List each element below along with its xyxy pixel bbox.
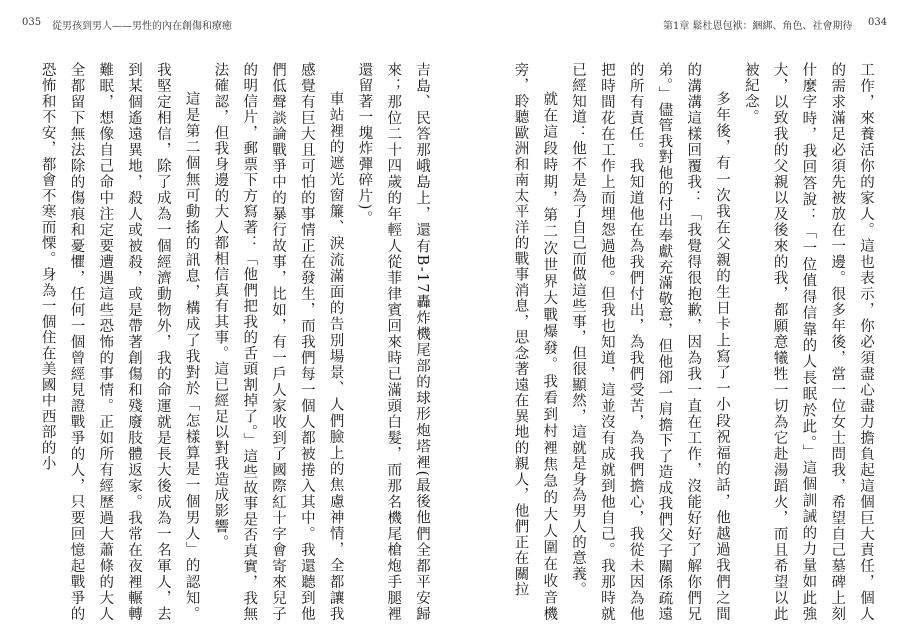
paragraph: 就在這段時期，第二次世界大戰爆發。我看到村裡焦急的大人圍在收音機旁，聆聽歐洲和南太平洋的戰事消息，思念著遠在異地的親人，他們正在關拉 bbox=[512, 62, 558, 622]
body-text bbox=[472, 62, 880, 622]
running-head: 第1章 鬆杜恩包袱：綑綁、角色、社會期待 bbox=[663, 21, 853, 32]
running-head: 從男孩到男人——男性的內在創傷和療癒 bbox=[52, 21, 232, 32]
paragraph: 吉島、民答那峨島上，還有B-17轟炸機尾部的球形炮塔裡(最後他們全都平安歸來；那位二十四歲的年輕人從菲律賓回來時已滿頭白髮，而那名機尾槍炮手腿裡還留著一塊炸彈碎片)。 bbox=[356, 62, 430, 622]
page-number: 035 bbox=[22, 17, 42, 28]
page-number: 034 bbox=[868, 17, 888, 28]
paragraph: 這是第二個無可動搖的訊息，構成了我對於「怎樣算是一個男人」的認知。我堅定相信，除了成為一個經濟動物外，我的命運就是長大後成為一名軍人，去到某個遙遠異地，殺人或被殺，或是帶著創傷和殘廢肢體返家。我常在夜裡輾轉難眠，想像自己命中注定要遭遇這些恐怖的事情。正如所有經歷過大蕭條的大人全都留下無法除的傷痕和憂懼，任何一個曾經見證戰爭的人，只要回憶起戰爭的恐怖和不安，都會不寒而慄。身為一個住在美國中西部的小 bbox=[39, 62, 200, 622]
body-text bbox=[26, 62, 436, 622]
paragraph: 工作，來養活你的家人。這也表示，你必須盡心盡力擔負起這個巨大責任，個人的需求滿足必須先被放在一邊。很多年後，當一位女士問我，希望自己墓碑上刻什麼字時，我回答說：「一位值得信靠的人長眠於此。」這個訓誡的力量如此強大，以致我的父親以及後來的我，都願意犧牲一切為它赴湯蹈火，而且希望以此被紀念。 bbox=[742, 62, 874, 622]
paragraph: 車站裡的遮光窗簾、淚流滿面的告別場景、人們臉上的焦慮神情，全都讓我感覺有巨大且可怕的事情正在發生，而我們每一個人都被捲入其中。我還聽到他們低聲談論戰爭中的暴行故事，比如，有一戶人家收到了國際紅十字會寄來兒子的明信片，郵票下方寫著：「他們把我的舌頭割掉了。」這些故事是否真實，我無法確認，但我身邊的大人都相信真有其事。這已經足以對我造成影響。 bbox=[212, 62, 344, 622]
paragraph: 多年後，有一次我在父親的生日卡上寫了一小段祝福的話，他越過我們之間的溝溝這樣回覆我：「我覺得很抱歉，因為我一直在工作，沒能好好了解你們兄弟。」儘管我對他的付出奉獻充滿敬意，但他卻一肩擔下了造成我們父子關係疏遠的所有責任。我知道他在為我們付出，為我們受苦，為我們擔心，我從未因為他把時間花在工作上而埋怨過他。但我也知道，這並沒有成就到他自己。我那時就已經知道：他不是為了自己而做這些事，但很顯然，這就是身為男人的意義。 bbox=[570, 62, 731, 622]
right-page bbox=[450, 0, 900, 638]
